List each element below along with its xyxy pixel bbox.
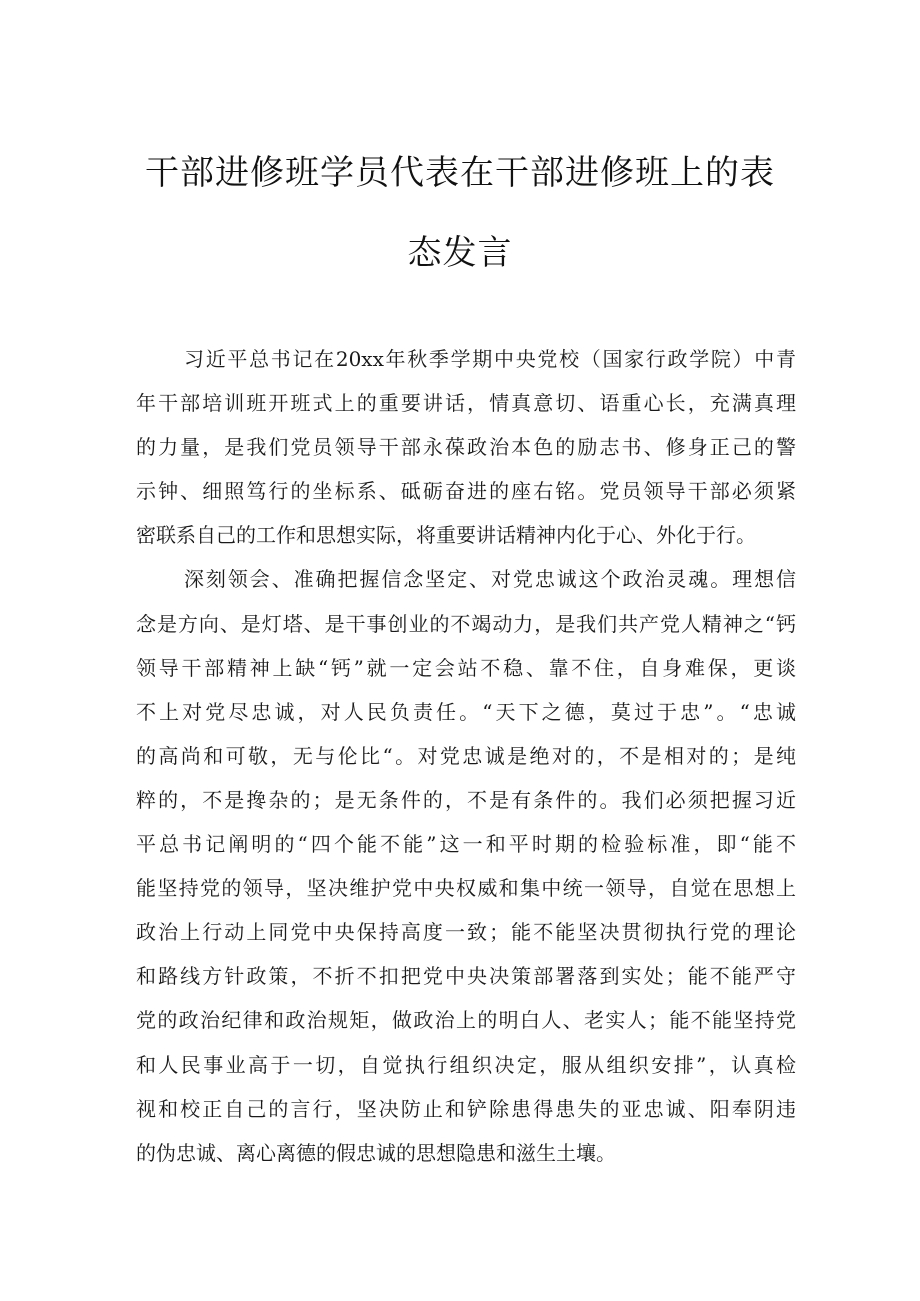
paragraph-2-line: 能坚持党的领导，坚决维护党中央权威和集中统一领导，自觉在思想上: [136, 876, 796, 901]
paragraph-2-line: 领导干部精神上缺“钙”就一定会站不稳、靠不住，自身难保，更谈: [136, 655, 796, 680]
document-body: [136, 337, 796, 1175]
paragraph-2-line: 念是方向、是灯塔、是干事创业的不竭动力，是我们共产党人精神之“钙: [136, 611, 796, 636]
paragraph-2-line: 党的政治纪律和政治规矩，做政治上的明白人、老实人；能不能坚持党: [136, 1008, 796, 1033]
paragraph-2-line: 不上对党尽忠诚，对人民负责任。“天下之德，莫过于忠”。“忠诚: [136, 699, 796, 724]
paragraph-2-line: 深刻领会、准确把握信念坚定、对党忠诚这个政治灵魂。理想信: [184, 567, 796, 592]
paragraph-2-line: 和路线方针政策，不折不扣把党中央决策部署落到实处；能不能严守: [136, 964, 796, 989]
document-title-line-1: 干部进修班学员代表在干部进修班上的表: [145, 153, 775, 193]
paragraph-1-line: 示钟、细照笃行的坐标系、砥砺奋进的座右铭。党员领导干部必须紧: [136, 479, 796, 504]
paragraph-2-line: 粹的，不是搀杂的；是无条件的，不是有条件的。我们必须把握习近: [136, 787, 796, 812]
paragraph-2-line: 的伪忠诚、离心离德的假忠诚的思想隐患和滋生土壤。: [136, 1140, 616, 1165]
paragraph-2-line: 政治上行动上同党中央保持高度一致；能不能坚决贯彻执行党的理论: [136, 920, 796, 945]
paragraph-2-line: 和人民事业高于一切，自觉执行组织决定，服从组织安排”，认真检: [136, 1052, 796, 1077]
paragraph-1-line: 密联系自己的工作和思想实际，将重要讲话精神内化于心、外化于行。: [136, 523, 756, 548]
paragraph-2-line: 视和校正自己的言行，坚决防止和铲除患得患失的亚忠诚、阳奉阴违: [136, 1096, 796, 1121]
paragraph-1-line: 的力量，是我们党员领导干部永葆政治本色的励志书、修身正己的警: [136, 435, 796, 460]
document-title-line-2: 态发言: [407, 233, 513, 273]
paragraph-2-line: 的高尚和可敬，无与伦比“。对党忠诚是绝对的，不是相对的；是纯: [136, 743, 796, 768]
paragraph-1-line: 习近平总书记在20xx年秋季学期中央党校（国家行政学院）中青: [184, 347, 796, 371]
paragraph-2-line: 平总书记阐明的“四个能不能”这一和平时期的检验标准，即“能不: [136, 832, 796, 857]
paragraph-1-line: 年干部培训班开班式上的重要讲话，情真意切、语重心长，充满真理: [136, 391, 796, 416]
